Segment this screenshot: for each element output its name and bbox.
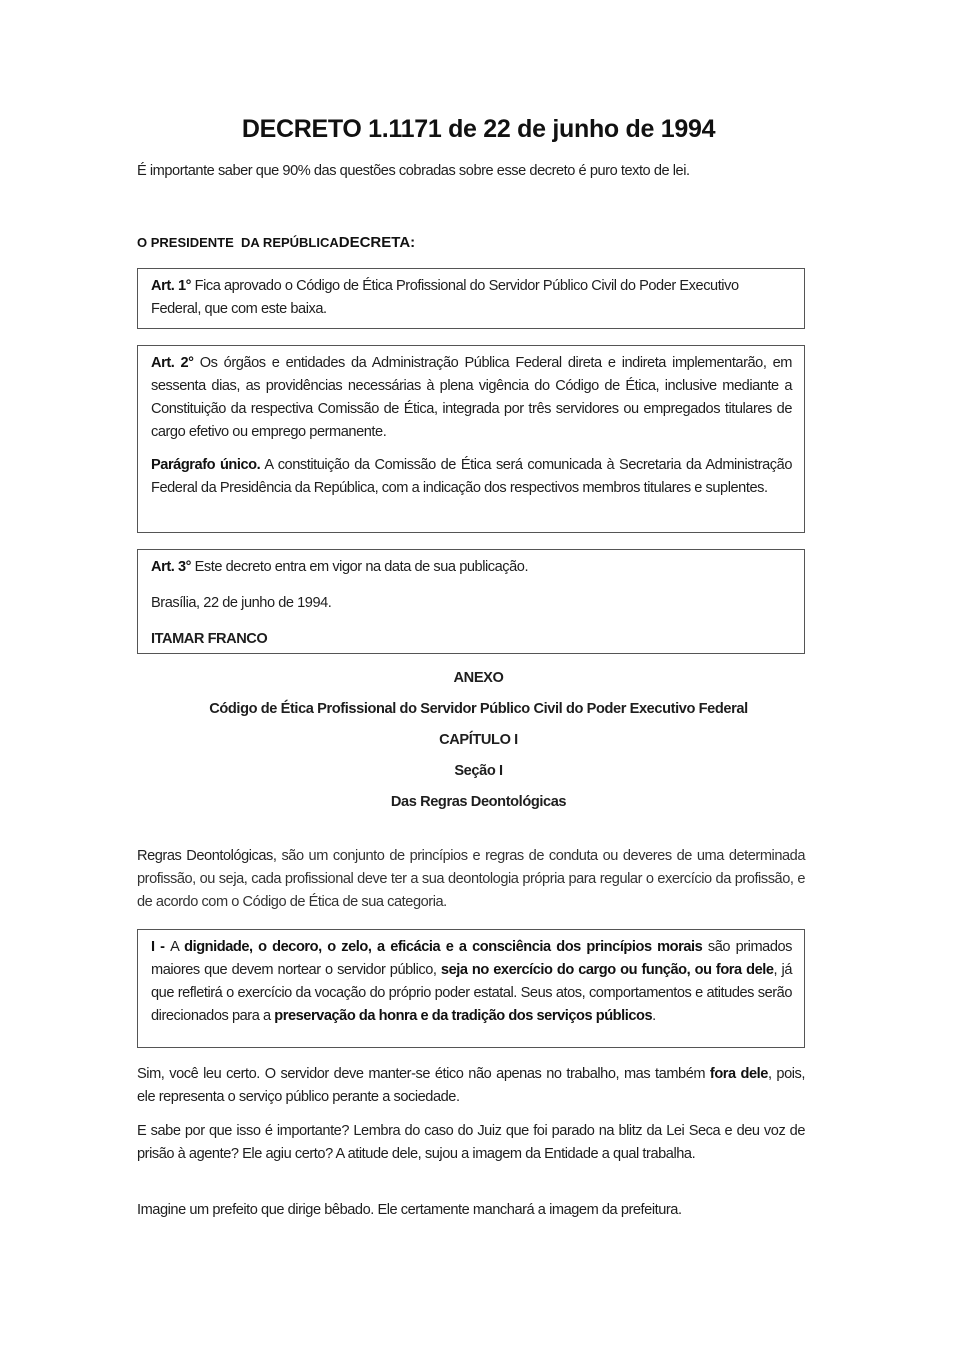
art2-paragraph-text: A constituição da Comissão de Ética será comunicada à Secretaria da Administração Federal da Presidência da República, com a indicação dos respectivos membros titulares e suplentes. xyxy=(151,457,792,496)
document-title: DECRETO 1.1171 de 22 de junho de 1994 xyxy=(241,115,716,143)
art1-label: Art. 1° xyxy=(151,278,191,294)
regras-lead: Regras Deontológicas, xyxy=(137,848,277,864)
item-1-bold-segment: I - xyxy=(151,939,171,955)
art1-text: Fica aprovado o Código de Ética Profissional do Servidor Público Civil do Poder Executivo Federal, que com este baixa. xyxy=(151,278,739,317)
art2-label: Art. 2° xyxy=(151,355,194,371)
article-3-box xyxy=(137,549,805,654)
art3-text: Este decreto entra em vigor na data de sua publicação. xyxy=(191,559,529,575)
item-1-text-segment: são primados maiores que devem nortear o servidor público, xyxy=(151,939,793,978)
section-heading: Seção I xyxy=(454,763,503,779)
art3-label: Art. 3° xyxy=(151,559,191,575)
annex-heading: ANEXO xyxy=(453,670,504,686)
item-1-text-segment: A xyxy=(170,939,185,955)
place-date: Brasília, 22 de junho de 1994. xyxy=(151,595,332,611)
comment-3: Imagine um prefeito que dirige bêbado. Ele certamente manchará a imagem da prefeitura. xyxy=(137,1202,682,1218)
item-1-bold-segment: dignidade, o decoro, o zelo, a eficácia e a consciência dos princípios morais xyxy=(184,939,703,955)
preamble-president: O PRESIDENTE DA REPÚBLICA xyxy=(137,235,339,250)
item-1-box xyxy=(137,929,805,1048)
preamble-decreta: DECRETA: xyxy=(338,234,416,251)
intro-text: É importante saber que 90% das questões cobradas sobre esse decreto é puro texto de lei. xyxy=(137,163,690,179)
section-title: Das Regras Deontológicas xyxy=(390,794,567,810)
item-1-text-segment: . xyxy=(652,1008,656,1024)
article-1-box xyxy=(137,268,805,329)
comment-1-bold: fora dele xyxy=(709,1066,768,1082)
article-2-box xyxy=(137,345,805,533)
item-1-bold-segment: seja no exercício do cargo ou função, ou fora dele xyxy=(440,962,774,978)
item-1-text-segment: , já que refletirá o exercício da vocação do próprio poder estatal. Seus atos, comportamentos e atitudes serão direcionados para a xyxy=(151,962,792,1024)
regras-paragraph xyxy=(137,845,805,914)
art2-paragraph-label: Parágrafo único. xyxy=(151,457,261,473)
signature: ITAMAR FRANCO xyxy=(151,631,268,647)
chapter-heading: CAPÍTULO I xyxy=(439,732,518,748)
comment-1-tail: , pois, ele representa o serviço público perante a sociedade. xyxy=(137,1066,805,1105)
code-title: Código de Ética Profissional do Servidor Público Civil do Poder Executivo Federal xyxy=(209,701,748,717)
regras-text: são um conjunto de princípios e regras de conduta ou deveres de uma determinada profissão, ou seja, cada profissional deve ter a sua deontologia própria para regular o exercício da profissão, e de acordo com o Código de Ética de sua categoria. xyxy=(137,848,805,910)
art2-text: Os órgãos e entidades da Administração Pública Federal direta e indireta implementarão, em sessenta dias, as providências necessárias à plena vigência do Código de Ética, inclusive mediante a Constituição da respectiva Comissão de Ética, integrada por três servidores ou empregados titulares de cargo efetivo ou emprego permanente. xyxy=(151,355,792,440)
preamble xyxy=(137,234,805,251)
comment-1 xyxy=(137,1063,805,1109)
comment-2: E sabe por que isso é importante? Lembra do caso do Juiz que foi parado na blitz da Lei Seca e deu voz de prisão à agente? Ele agiu certo? A atitude dele, sujou a imagem da Entidade a qual trabalha. xyxy=(137,1123,805,1162)
comment-1-text: Sim, você leu certo. O servidor deve manter-se ético não apenas no trabalho, mas também xyxy=(137,1066,710,1082)
item-1-bold-segment: preservação da honra e da tradição dos serviços públicos xyxy=(274,1008,653,1024)
